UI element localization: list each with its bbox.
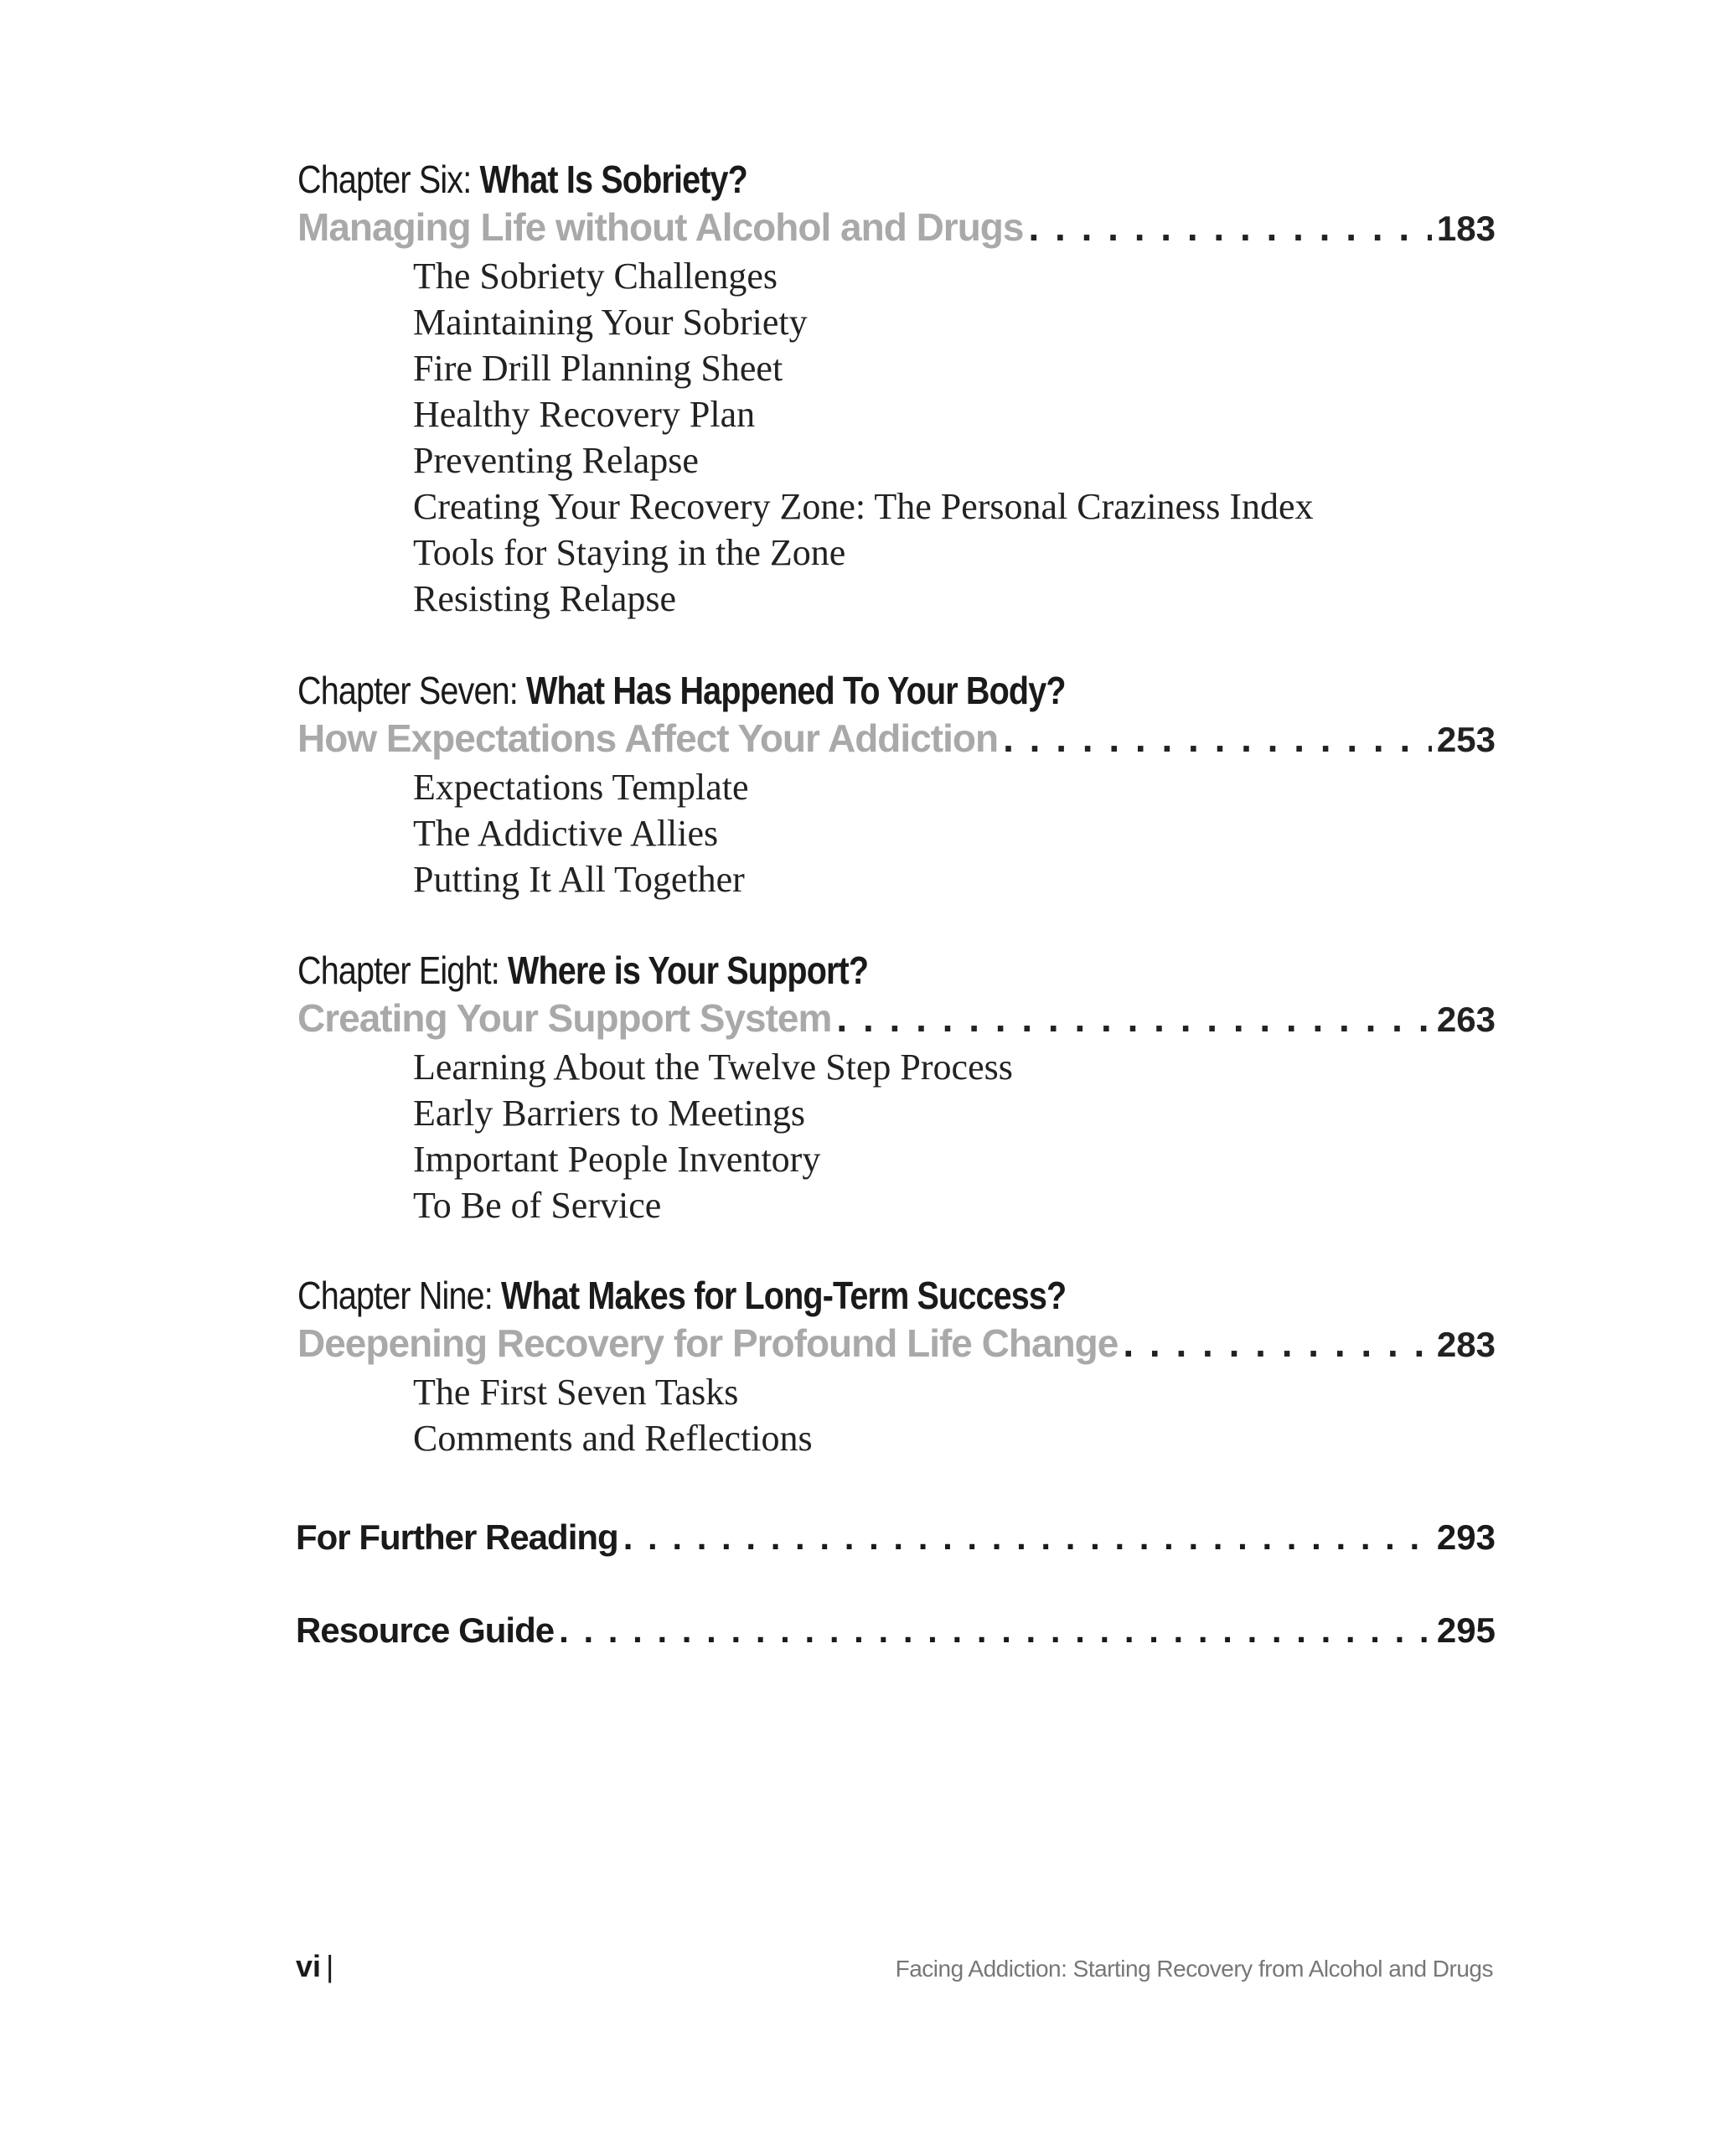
chapter-label: Chapter Eight:	[297, 948, 508, 992]
section-list	[297, 1044, 1496, 1228]
page-number: 253	[1436, 720, 1496, 759]
chapter-nine	[297, 1272, 1496, 1461]
chapter-label: Chapter Nine:	[297, 1274, 502, 1317]
chapter-heading	[297, 156, 1328, 203]
chapter-subtitle-row[interactable]	[297, 994, 1496, 1044]
page-number: 183	[1436, 209, 1496, 248]
entry-label: Resource Guide	[296, 1610, 555, 1650]
list-item: The Addictive Allies	[413, 813, 719, 854]
further-reading-entry[interactable]	[296, 1513, 1496, 1562]
chapter-question: What Is Sobriety?	[479, 158, 747, 201]
dot-leader	[559, 1606, 1432, 1655]
chapter-seven	[297, 667, 1496, 902]
chapter-heading	[297, 947, 1328, 994]
page-number: 283	[1436, 1325, 1496, 1364]
footer-book-title: Facing Addiction: Starting Recovery from Alcohol and Drugs	[895, 1956, 1493, 1982]
section-list	[297, 764, 1496, 902]
list-item: Learning About the Twelve Step Process	[413, 1047, 1013, 1088]
entry-label: For Further Reading	[296, 1517, 618, 1557]
chapter-question: What Makes for Long-Term Success?	[501, 1274, 1067, 1317]
chapter-subtitle-row[interactable]	[297, 1319, 1496, 1369]
list-item: Fire Drill Planning Sheet	[413, 348, 783, 389]
chapter-subtitle: Deepening Recovery for Profound Life Change	[297, 1321, 1119, 1365]
list-item: Putting It All Together	[413, 859, 745, 900]
dot-leader	[1003, 714, 1432, 762]
page-number: 263	[1436, 1000, 1496, 1039]
chapter-subtitle: Managing Life without Alcohol and Drugs	[297, 205, 1024, 249]
list-item: Creating Your Recovery Zone: The Personal Craziness Index	[413, 486, 1314, 527]
dot-leader	[623, 1513, 1432, 1562]
page-number: 293	[1436, 1517, 1496, 1557]
list-item: Preventing Relapse	[413, 440, 699, 481]
list-item: Expectations Template	[413, 767, 749, 808]
list-item: The First Seven Tasks	[413, 1372, 739, 1413]
list-item: Resisting Relapse	[413, 578, 677, 619]
chapter-question: Where is Your Support?	[507, 948, 869, 992]
chapter-question: What Has Happened To Your Body?	[525, 669, 1066, 712]
chapter-heading	[297, 1272, 1328, 1319]
list-item: Maintaining Your Sobriety	[413, 302, 808, 343]
list-item: Comments and Reflections	[413, 1418, 813, 1459]
chapter-label: Chapter Six:	[297, 158, 480, 201]
chapter-subtitle-row[interactable]	[297, 714, 1496, 764]
list-item: To Be of Service	[413, 1185, 662, 1226]
chapter-subtitle: How Expectations Affect Your Addiction	[297, 716, 999, 760]
chapter-six	[297, 156, 1496, 622]
dot-leader	[1123, 1319, 1432, 1367]
list-item: The Sobriety Challenges	[413, 256, 778, 297]
roman-page-number: vi	[296, 1949, 322, 1983]
chapter-eight	[297, 947, 1496, 1228]
dot-leader	[1028, 203, 1431, 251]
list-item: Tools for Staying in the Zone	[413, 532, 846, 573]
section-list	[297, 253, 1496, 622]
page-number: 295	[1436, 1610, 1496, 1650]
footer-page-number	[296, 1948, 333, 1985]
resource-guide-entry[interactable]	[296, 1606, 1496, 1655]
chapter-label: Chapter Seven:	[297, 669, 526, 712]
chapter-heading	[297, 667, 1328, 714]
dot-leader	[836, 994, 1432, 1042]
list-item: Important People Inventory	[413, 1139, 821, 1180]
list-item: Healthy Recovery Plan	[413, 394, 756, 435]
chapter-subtitle-row[interactable]	[297, 203, 1496, 253]
list-item: Early Barriers to Meetings	[413, 1093, 805, 1134]
footer-separator: |	[326, 1949, 334, 1983]
chapter-subtitle: Creating Your Support System	[297, 996, 832, 1040]
section-list	[297, 1369, 1496, 1461]
